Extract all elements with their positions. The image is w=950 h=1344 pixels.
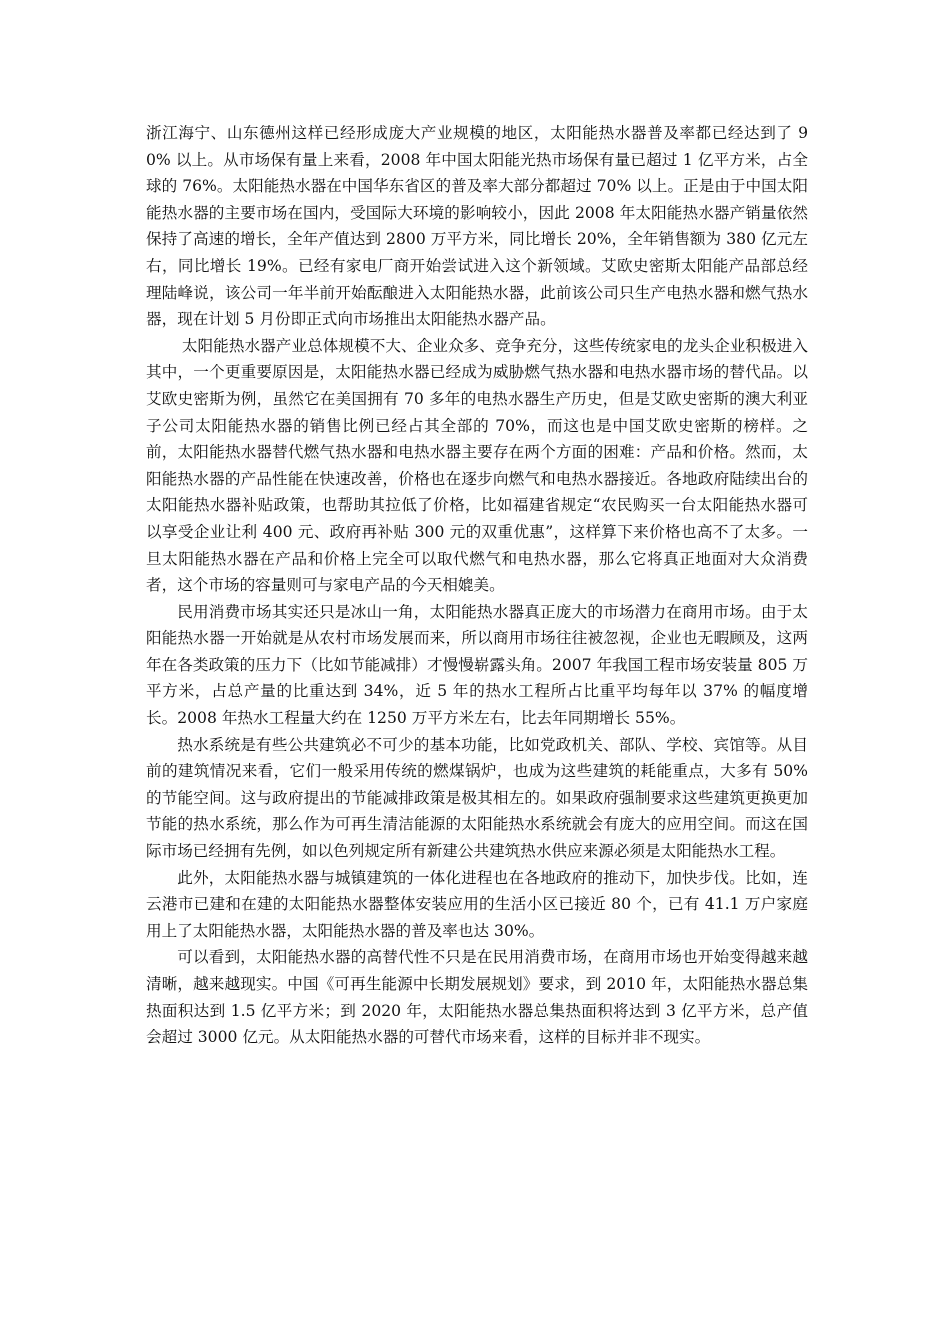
paragraph-2: 太阳能热水器产业总体规模不大、企业众多、竞争充分，这些传统家电的龙头企业积极进入其中，一个更重要原因是，太阳能热水器已经成为威胁燃气热水器和电热水器市场的替代品。以艾欧史密斯为例，虽然它在美国拥有 70 多年的电热水器生产历史，但是艾欧史密斯的澳大利亚子公司太阳能热水器的销售比例已经占其全部的 70%，而这也是中国艾欧史密斯的榜样。之前，太阳能热水器替代燃气热水器和电热水器主要存在两个方面的困难：产品和价格。然而，太阳能热水器的产品性能在快速改善，价格也在逐步向燃气和电热水器接近。各地政府陆续出台的太阳能热水器补贴政策，也帮助其拉低了价格，比如福建省规定“农民购买一台太阳能热水器可以享受企业让利 400 元、政府再补贴 300 元的双重优惠”，这样算下来价格也高不了太多。一旦太阳能热水器在产品和价格上完全可以取代燃气和电热水器，那么它将真正地面对大众消费者，这个市场的容量则可与家电产品的今天相媲美。	[146, 336, 808, 595]
paragraph-6: 可以看到，太阳能热水器的高替代性不只是在民用消费市场，在商用市场也开始变得越来越清晰，越来越现实。中国《可再生能源中长期发展规划》要求，到 2010 年，太阳能热水器总集热面积达到 1.5 亿平方米；到 2020 年，太阳能热水器总集热面积将达到 3 亿平方米，总产值会超过 3000 亿元。从太阳能热水器的可替代市场来看，这样的目标并非不现实。	[146, 948, 808, 1047]
paragraph-1: 浙江海宁、山东德州这样已经形成庞大产业规模的地区，太阳能热水器普及率都已经达到了 90% 以上。从市场保有量上来看，2008 年中国太阳能光热市场保有量已超过 1 亿平方米，占全球的 76%。太阳能热水器在中国华东省区的普及率大部分都超过 70% 以上。正是由于中国太阳能热水器的主要市场在国内，受国际大环境的影响较小，因此 2008 年太阳能热水器产销量依然保持了高速的增长，全年产值达到 2800 万平方米，同比增长 20%，全年销售额为 380 亿元左右，同比增长 19%。已经有家电厂商开始尝试进入这个新领域。艾欧史密斯太阳能产品部总经理陆峰说，该公司一年半前开始酝酿进入太阳能热水器，此前该公司只生产电热水器和燃气热水器，现在计划 5 月份即正式向市场推出太阳能热水器产品。	[146, 124, 808, 329]
paragraph-3: 民用消费市场其实还只是冰山一角，太阳能热水器真正庞大的市场潜力在商用市场。由于太阳能热水器一开始就是从农村市场发展而来，所以商用市场往往被忽视，企业也无暇顾及，这两年在各类政策的压力下（比如节能减排）才慢慢崭露头角。2007 年我国工程市场安装量 805 万平方米，占总产量的比重达到 34%，近 5 年的热水工程所占比重平均每年以 37% 的幅度增长。2008 年热水工程量大约在 1250 万平方米左右，比去年同期增长 55%。	[146, 602, 808, 728]
paragraph-4: 热水系统是有些公共建筑必不可少的基本功能，比如党政机关、部队、学校、宾馆等。从目前的建筑情况来看，它们一般采用传统的燃煤锅炉，也成为这些建筑的耗能重点，大多有 50% 的节能空间。这与政府提出的节能减排政策是极其相左的。如果政府强制要求这些建筑更换更加节能的热水系统，那么作为可再生清洁能源的太阳能热水系统就会有庞大的应用空间。而这在国际市场已经拥有先例，如以色列规定所有新建公共建筑热水供应来源必须是太阳能热水工程。	[146, 735, 808, 861]
paragraph-5: 此外，太阳能热水器与城镇建筑的一体化进程也在各地政府的推动下，加快步伐。比如，连云港市已建和在建的太阳能热水器整体安装应用的生活小区已接近 80 个，已有 41.1 万户家庭用上了太阳能热水器，太阳能热水器的普及率也达 30%。	[146, 868, 808, 940]
document-body	[146, 120, 808, 1051]
